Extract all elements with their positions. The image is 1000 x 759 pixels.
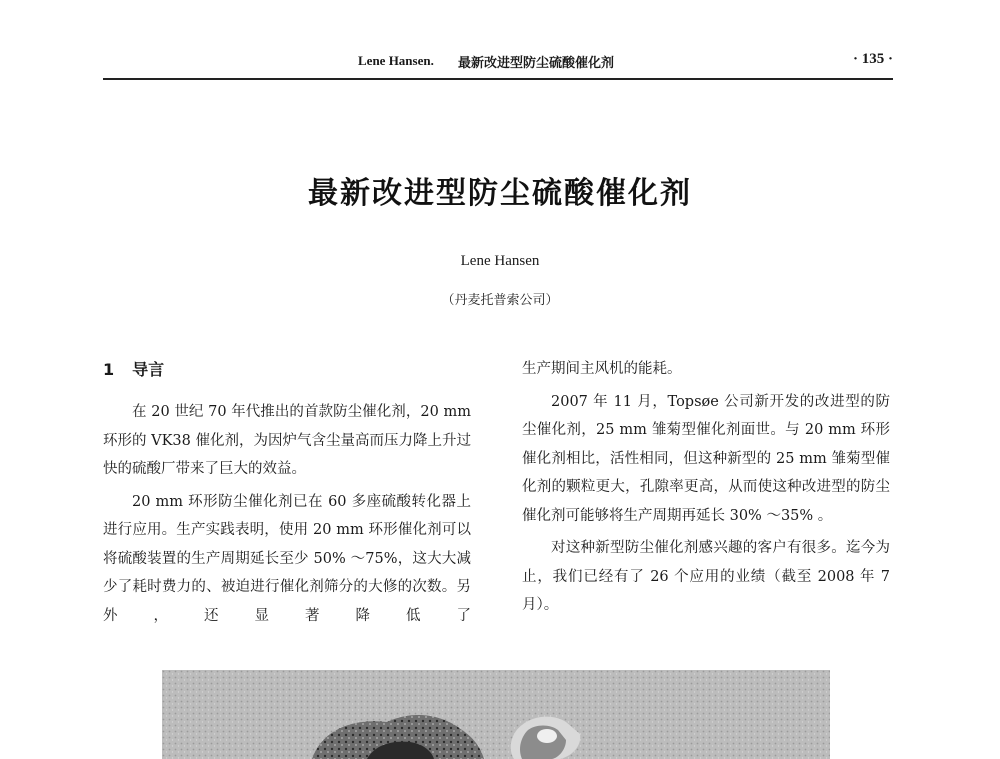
- section-number: 1: [103, 360, 115, 379]
- right-column: [522, 355, 890, 624]
- author-name: Lene Hansen: [460, 253, 540, 269]
- section-title: 导言: [132, 360, 165, 379]
- section-heading: [103, 360, 471, 398]
- paragraph: 2007 年 11 月，Topsøe 公司新开发的改进型的防尘催化剂，25 mm 雏菊型催化剂面世。与 20 mm 环形催化剂相比，活性相同，但这种新型的 25 mm 雏菊型催化剂的颗粒更大，孔隙率更高，从而使这种改进型的防尘催化剂可能够将生产周期再延长 30% ～35% 。: [522, 393, 890, 524]
- paragraph: 生产期间主风机的能耗。: [522, 361, 682, 377]
- paragraph: 对这种新型防尘催化剂感兴趣的客户有很多。迄今为止，我们已经有了 26 个应用的业绩（截至 2008 年 7 月）。: [522, 540, 890, 613]
- running-head-title: 最新改进型防尘硫酸催化剂: [458, 56, 615, 71]
- paper-title: 最新改进型防尘硫酸催化剂: [308, 176, 692, 211]
- running-head: [103, 44, 893, 80]
- catalyst-photo-graphic: [162, 670, 830, 759]
- paragraph: 20 mm 环形防尘催化剂已在 60 多座硫酸转化器上进行应用。生产实践表明，使用 20 mm 环形催化剂可以将硫酸装置的生产周期延长至少 50% ～75%，这大大减少了耗时费力的、被迫进行催化剂筛分的大修的次数。另外，还显著降低了: [103, 493, 471, 624]
- catalyst-photo: [162, 670, 830, 759]
- left-column: [103, 360, 471, 634]
- page-number: · 135 ·: [852, 51, 893, 67]
- running-head-author: Lene Hansen.: [358, 53, 434, 68]
- paragraph: 在 20 世纪 70 年代推出的首款防尘催化剂，20 mm 环形的 VK38 催化剂，为因炉气含尘量高而压力降上升过快的硫酸厂带来了巨大的效益。: [103, 404, 471, 477]
- author-affiliation: （丹麦托普索公司）: [441, 293, 559, 308]
